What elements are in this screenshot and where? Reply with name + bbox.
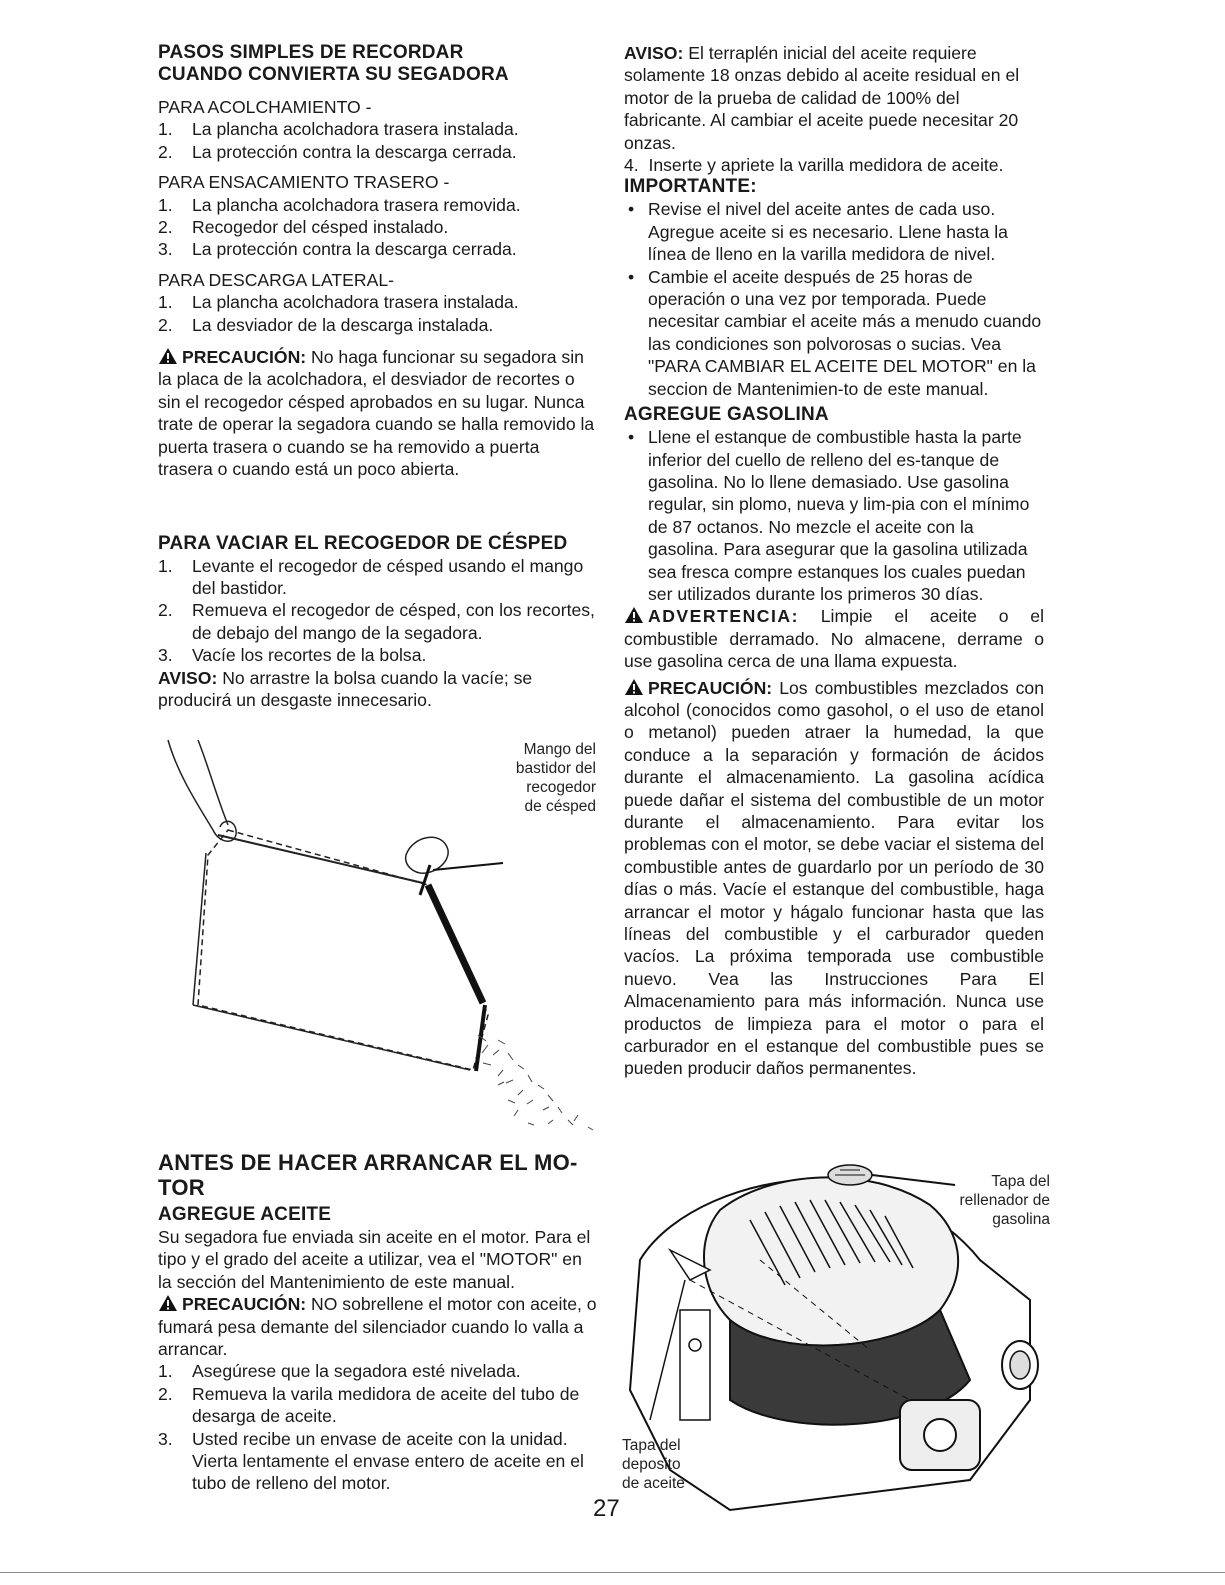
figure2-caption-bottom: Tapa del deposito de aceite: [622, 1437, 685, 1492]
left-column: [158, 42, 598, 711]
list-item: 1. La plancha acolchadora trasera instalada.: [158, 119, 519, 140]
heading-before-start-line1: ANTES DE HACER ARRANCAR EL MO-: [158, 1150, 578, 1175]
page-number: 27: [593, 1495, 620, 1522]
side-list: [158, 291, 598, 336]
caution-paragraph-1: PRECAUCIÓN: No haga funcionar su segadora sin la placa de la acolchadora, el desviador de recortes o sin el recogedor césped aprobados en su lugar. Nunca trate de operar la segadora cuando se halla removido la puerta trasera o cuando se ha removido a puerta trasera o cuando está un poco abierta.: [158, 347, 595, 480]
heading-add-gas: AGREGUE GASOLINA: [624, 404, 829, 426]
list-item: 3. La protección contra la descarga cerrada.: [158, 239, 517, 260]
heading-empty-bag: PARA VACIAR EL RECOGEDOR DE CÉSPED: [158, 532, 568, 554]
heading-importante: IMPORTANTE:: [624, 176, 757, 198]
engine-figure: [610, 1150, 1050, 1530]
right-column: [624, 42, 1044, 1080]
caution-paragraph-2: PRECAUCIÓN: NO sobrellene el motor con aceite, o fumará pesa demante del silenciador cuando lo valla a arrancar.: [158, 1294, 597, 1360]
add-oil-paragraph: Su segadora fue enviada sin aceite en el motor. Para el tipo y el grado del aceite a utilizar, vea el "MOTOR" en la sección del Mantenimiento de este manual.: [158, 1227, 591, 1292]
figure2-caption-top: Tapa del rellenador de gasolina: [959, 1173, 1050, 1228]
side-title: PARA DESCARGA LATERAL-: [158, 269, 394, 290]
empty-list: [158, 555, 598, 667]
list-item: 3. Vacíe los recortes de la bolsa.: [158, 645, 427, 666]
list-item: • Cambie el aceite después de 25 horas de operación o una vez por temporada. Puede necesitar cambiar el aceite más a menudo cuando las condiciones son polvorosas o sucias. Vea "PARA CAMBIAR EL ACEITE DEL MOTOR" en la seccion de Mantenimien-to de este manual.: [628, 266, 1042, 399]
bag-list: [158, 194, 598, 261]
oil-steps-list: [158, 1360, 598, 1494]
warning-triangle-icon: [158, 1294, 178, 1312]
advertencia-paragraph: ADVERTENCIA: Limpie el aceite o el combustible derramado. No almacene, derrame o use gasolina cerca de una llama expuesta.: [624, 606, 1044, 672]
bag-title: PARA ENSACAMIENTO TRASERO -: [158, 172, 450, 193]
warning-triangle-icon: [624, 678, 644, 696]
importante-list: [624, 198, 1044, 400]
warning-triangle-icon: [158, 347, 178, 365]
list-item: 3. Usted recibe un envase de aceite con la unidad. Vierta lentamente el envase entero de aceite en el tubo de relleno del motor.: [158, 1428, 584, 1494]
warning-triangle-icon: [624, 606, 644, 624]
gas-list: [624, 426, 1044, 605]
step-4: 4. Inserte y apriete la varilla medidora de aceite.: [624, 155, 1004, 176]
grass-catcher-figure: [158, 735, 598, 1135]
heading-steps-line2: CUANDO CONVIERTA SU SEGADORA: [158, 64, 509, 85]
list-item: 2. Remueva el recogedor de césped, con los recortes, de debajo del mango de la segadora.: [158, 600, 595, 643]
heading-add-oil: AGREGUE ACEITE: [158, 1204, 332, 1225]
mulch-list: [158, 118, 598, 163]
list-item: • Revise el nivel del aceite antes de cada uso. Agregue aceite si es necesario. Llene hasta la línea de lleno en la varilla medidora de nivel.: [628, 199, 1008, 265]
caution-paragraph-3: PRECAUCIÓN: Los combustibles mezclados con alcohol (conocidos como gasohol, o el uso de etanol o metanol) pueden atraer la humedad, la que conduce a la separación y formación de ácidos durante el almacenamiento. La gasolina acídica puede dañar el sistema del combustible de un motor durante el almacenamiento. Para evitar los problemas con el motor, se debe vaciar el sistema del combustible antes de guardarlo por un período de 30 días o más. Vacíe el estanque del combustible, haga arrancar el motor y hágalo funcionar hasta que las líneas del combustible y el carburador queden vacíos. La próxima temporada use combustible nuevo. Vea las Instrucciones Para El Almacenamiento para más información. Nunca use productos de limpieza para el motor o para el carburador en el estanque del combustible pues se pueden producir daños permanentes.: [624, 677, 1044, 1079]
list-item: 2. Recogedor del césped instalado.: [158, 217, 449, 238]
list-item: 2. La protección contra la descarga cerrada.: [158, 141, 517, 162]
heading-steps-line1: PASOS SIMPLES DE RECORDAR: [158, 42, 464, 63]
list-item: 2. La desviador de la descarga instalada.: [158, 314, 494, 335]
list-item: 1. Asegúrese que la segadora esté nivelada.: [158, 1361, 521, 1382]
list-item: 1. La plancha acolchadora trasera instalada.: [158, 292, 519, 313]
aviso-paragraph-right: AVISO: El terraplén inicial del aceite requiere solamente 18 onzas debido al aceite residual en el motor de la prueba de calidad de 100% del fabricante. Al cambiar el aceite puede necesitar 20 onzas.: [624, 43, 1020, 153]
list-item: 1. Levante el recogedor de césped usando el mango del bastidor.: [158, 555, 584, 598]
left-lower-section: [158, 1150, 598, 1495]
list-item: 2. Remueva la varila medidora de aceite del tubo de desarga de aceite.: [158, 1383, 580, 1427]
list-item: 1. La plancha acolchadora trasera removida.: [158, 194, 521, 215]
figure1-caption: Mango del bastidor del recogedor de césped: [515, 741, 596, 815]
heading-before-start-line2: TOR: [158, 1175, 205, 1200]
bottom-rule: [0, 1572, 1225, 1573]
list-item: • Llene el estanque de combustible hasta la parte inferior del cuello de relleno del es-tanque de gasolina. No lo llene demasiado. Use gasolina regular, sin plomo, nueva y lim-pia con el mínimo de 87 octanos. No mezcle el aceite con la gasolina. Para asegurar que la gasolina utilizada sea fresca compre estanques los cuales puedan ser utilizados durante los primeros 30 días.: [628, 427, 1030, 604]
aviso-paragraph-left: AVISO: No arrastre la bolsa cuando la vacíe; se producirá un desgaste innecesario.: [158, 667, 533, 710]
mulch-title: PARA ACOLCHAMIENTO -: [158, 97, 372, 117]
